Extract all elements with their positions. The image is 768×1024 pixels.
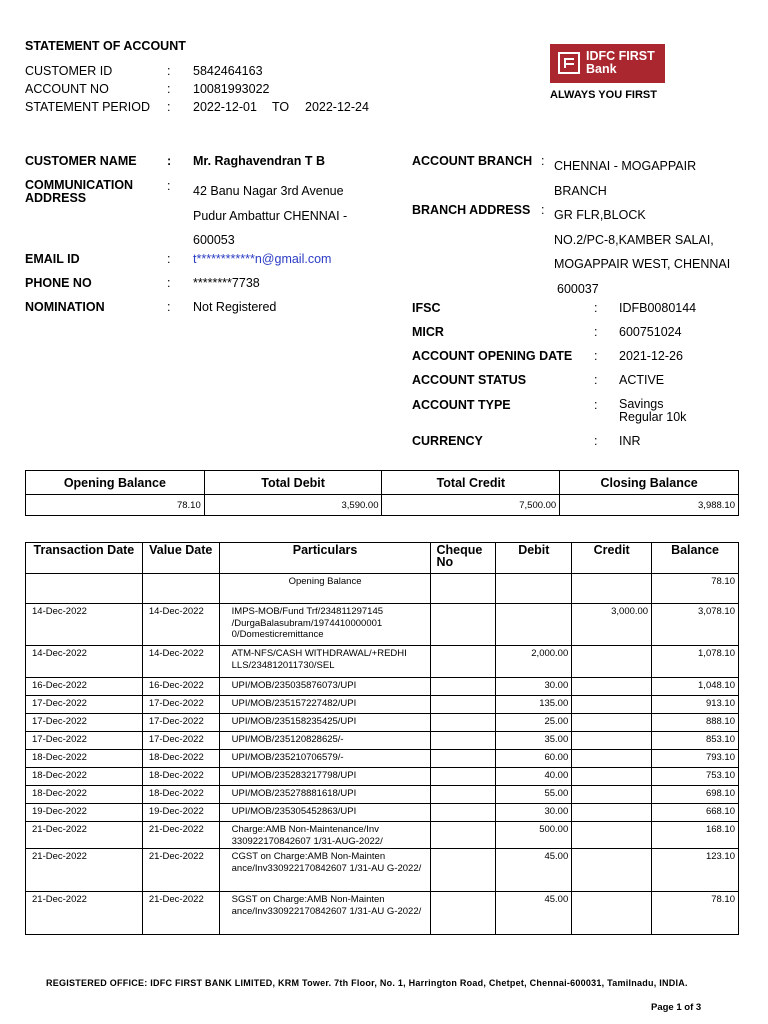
col-header-transaction-date: Transaction Date [26,543,143,574]
period-from: 2022-12-01 [193,100,257,114]
branch-address-label: BRANCH ADDRESS [412,203,531,217]
balance-cell: 753.10 [652,768,739,786]
table-row [26,714,739,732]
value-date-cell: 17-Dec-2022 [142,732,219,750]
transaction-date-cell: 17-Dec-2022 [26,696,143,714]
colon: : [167,100,171,114]
value-date-cell: 16-Dec-2022 [142,678,219,696]
debit-cell: 30.00 [496,678,572,696]
cheque-no-cell [431,604,496,646]
debit-cell: 500.00 [496,822,572,849]
col-header-particulars: Particulars [219,543,431,574]
transaction-date-cell: 18-Dec-2022 [26,768,143,786]
nomination-value: Not Registered [193,300,277,314]
particulars-cell: IMPS-MOB/Fund Trf/234811297145 /DurgaBalasubram/1974410000001 0/Domesticremittance [219,604,431,646]
debit-cell: 35.00 [496,732,572,750]
account-type-label: ACCOUNT TYPE [412,398,511,412]
table-row [26,768,739,786]
colon: : [167,82,171,96]
credit-cell [572,714,652,732]
ifsc-label: IFSC [412,301,441,315]
account-no-label: ACCOUNT NO [25,82,109,96]
bank-logo-text: IDFC FIRST Bank [586,49,655,76]
registered-office: REGISTERED OFFICE: IDFC FIRST BANK LIMITED, KRM Tower. 7th Floor, No. 1, Harrington Road, Chetpet, Chennai-600031, Tamilnadu, INDIA. [46,978,688,988]
summary-header-opening: Opening Balance [26,471,205,495]
customer-address: 42 Banu Nagar 3rd Avenue Pudur Ambattur CHENNAI - 600053 [193,184,348,247]
cheque-no-cell [431,696,496,714]
colon: : [594,301,598,315]
particulars-cell: UPI/MOB/235158235425/UPI [219,714,431,732]
transaction-date-cell: 18-Dec-2022 [26,750,143,768]
account-no-value: 10081993022 [193,82,270,96]
summary-header-closing: Closing Balance [560,471,739,495]
balance-cell: 853.10 [652,732,739,750]
cheque-no-cell [431,646,496,678]
debit-cell: 2,000.00 [496,646,572,678]
credit-cell [572,768,652,786]
table-row [26,822,739,849]
value-date-cell: 19-Dec-2022 [142,804,219,822]
colon: : [167,64,171,78]
particulars-cell: UPI/MOB/235120828625/- [219,732,431,750]
col-header-cheque-no: Cheque No [431,543,496,574]
particulars-cell: CGST on Charge:AMB Non-Mainten ance/Inv330922170842607 1/31-AU G-2022/ [219,849,431,892]
debit-cell: 55.00 [496,786,572,804]
transaction-date-cell: 16-Dec-2022 [26,678,143,696]
cheque-no-cell [431,786,496,804]
credit-cell [572,732,652,750]
transactions-table [25,542,739,935]
account-branch-value: CHENNAI - MOGAPPAIR BRANCH [554,159,697,198]
cheque-no-cell [431,714,496,732]
cheque-no-cell [431,732,496,750]
summary-opening-balance: 78.10 [26,495,205,516]
phone-label: PHONE NO [25,276,92,290]
balance-cell: 1,078.10 [652,646,739,678]
transaction-date-cell: 21-Dec-2022 [26,849,143,892]
value-date-cell: 14-Dec-2022 [142,646,219,678]
opening-balance-value: 78.10 [652,574,739,604]
cheque-no-cell [431,892,496,935]
period-to-label: TO [272,100,290,114]
bank-logo-mark-icon [558,52,580,74]
credit-cell [572,750,652,768]
summary-header-debit: Total Debit [204,471,382,495]
credit-cell [572,804,652,822]
debit-cell: 45.00 [496,849,572,892]
balance-cell: 913.10 [652,696,739,714]
value-date-cell: 17-Dec-2022 [142,714,219,732]
opening-date-value: 2021-12-26 [619,349,683,363]
debit-cell [496,604,572,646]
table-row [26,804,739,822]
currency-value: INR [619,434,641,448]
debit-cell: 60.00 [496,750,572,768]
customer-name-label: CUSTOMER NAME [25,154,137,168]
value-date-cell: 18-Dec-2022 [142,768,219,786]
table-row [26,732,739,750]
particulars-cell: UPI/MOB/235283217798/UPI [219,768,431,786]
particulars-cell: Charge:AMB Non-Maintenance/Inv 330922170842607 1/31-AUG-2022/ [219,822,431,849]
cheque-no-cell [431,804,496,822]
value-date-cell: 21-Dec-2022 [142,822,219,849]
transaction-date-cell: 21-Dec-2022 [26,892,143,935]
table-row [26,604,739,646]
ifsc-value: IDFB0080144 [619,301,697,315]
balance-cell: 3,078.10 [652,604,739,646]
cheque-no-cell [431,750,496,768]
colon: : [541,154,545,168]
col-header-debit: Debit [496,543,572,574]
table-row [26,849,739,892]
cheque-no-cell [431,849,496,892]
colon: : [167,300,171,314]
balance-cell: 78.10 [652,892,739,935]
colon: : [594,398,598,412]
colon: : [541,203,545,217]
balance-cell: 123.10 [652,849,739,892]
colon: : [594,349,598,363]
summary-header-credit: Total Credit [382,471,560,495]
transaction-date-cell: 21-Dec-2022 [26,822,143,849]
account-status-value: ACTIVE [619,373,665,387]
cheque-no-cell [431,768,496,786]
value-date-cell: 21-Dec-2022 [142,892,219,935]
credit-cell: 3,000.00 [572,604,652,646]
email-value[interactable]: t************n@gmail.com [193,252,332,266]
particulars-cell: ATM-NFS/CASH WITHDRAWAL/+REDHI LLS/234812011730/SEL [219,646,431,678]
cheque-no-cell [431,678,496,696]
summary-total-credit: 7,500.00 [382,495,560,516]
value-date-cell: 21-Dec-2022 [142,849,219,892]
colon: : [594,434,598,448]
table-row [26,696,739,714]
balance-cell: 1,048.10 [652,678,739,696]
summary-total-debit: 3,590.00 [204,495,382,516]
debit-cell: 45.00 [496,892,572,935]
colon: : [594,325,598,339]
debit-cell: 30.00 [496,804,572,822]
credit-cell [572,678,652,696]
particulars-cell: UPI/MOB/235278881618/UPI [219,786,431,804]
table-row [26,678,739,696]
col-header-balance: Balance [652,543,739,574]
colon: : [167,154,172,168]
opening-balance-label: Opening Balance [219,574,431,604]
debit-cell: 25.00 [496,714,572,732]
statement-period-label: STATEMENT PERIOD [25,100,151,114]
document-title: STATEMENT OF ACCOUNT [25,39,186,53]
particulars-cell: UPI/MOB/235035876073/UPI [219,678,431,696]
currency-label: CURRENCY [412,434,483,448]
value-date-cell: 17-Dec-2022 [142,696,219,714]
email-label: EMAIL ID [25,252,80,266]
table-row [26,646,739,678]
micr-label: MICR [412,325,444,339]
bank-tagline: ALWAYS YOU FIRST [550,89,657,101]
colon: : [167,179,171,193]
micr-value: 600751024 [619,325,682,339]
balance-cell: 698.10 [652,786,739,804]
communication-address-label: COMMUNICATION ADDRESS [25,178,134,205]
credit-cell [572,822,652,849]
opening-balance-row [26,574,739,604]
table-row [26,892,739,935]
colon: : [594,373,598,387]
transaction-date-cell: 14-Dec-2022 [26,646,143,678]
col-header-credit: Credit [572,543,652,574]
table-row [26,786,739,804]
debit-cell: 135.00 [496,696,572,714]
credit-cell [572,646,652,678]
transaction-date-cell: 18-Dec-2022 [26,786,143,804]
transaction-date-cell: 17-Dec-2022 [26,714,143,732]
credit-cell [572,892,652,935]
credit-cell [572,696,652,714]
balance-cell: 668.10 [652,804,739,822]
account-branch-label: ACCOUNT BRANCH [412,154,533,168]
colon: : [167,252,171,266]
account-status-label: ACCOUNT STATUS [412,373,527,387]
summary-closing-balance: 3,988.10 [560,495,739,516]
particulars-cell: SGST on Charge:AMB Non-Mainten ance/Inv330922170842607 1/31-AU G-2022/ [219,892,431,935]
customer-id-value: 5842464163 [193,64,263,78]
bank-logo [550,44,665,83]
colon: : [167,276,171,290]
particulars-cell: UPI/MOB/235305452863/UPI [219,804,431,822]
transaction-date-cell: 14-Dec-2022 [26,604,143,646]
balance-cell: 888.10 [652,714,739,732]
value-date-cell: 18-Dec-2022 [142,750,219,768]
account-type-value: Savings Regular 10k [619,397,687,424]
period-to: 2022-12-24 [305,100,369,114]
nomination-label: NOMINATION [25,300,105,314]
opening-date-label: ACCOUNT OPENING DATE [412,349,573,363]
particulars-cell: UPI/MOB/235210706579/- [219,750,431,768]
credit-cell [572,849,652,892]
phone-value: ********7738 [193,276,260,290]
value-date-cell: 14-Dec-2022 [142,604,219,646]
balance-cell: 168.10 [652,822,739,849]
transaction-date-cell: 19-Dec-2022 [26,804,143,822]
value-date-cell: 18-Dec-2022 [142,786,219,804]
customer-name: Mr. Raghavendran T B [193,154,325,168]
particulars-cell: UPI/MOB/235157227482/UPI [219,696,431,714]
page-number: Page 1 of 3 [651,1002,702,1013]
table-row [26,750,739,768]
balance-cell: 793.10 [652,750,739,768]
cheque-no-cell [431,822,496,849]
transaction-date-cell: 17-Dec-2022 [26,732,143,750]
credit-cell [572,786,652,804]
debit-cell: 40.00 [496,768,572,786]
summary-table [25,470,739,516]
branch-address-value: GR FLR,BLOCK NO.2/PC-8,KAMBER SALAI, MOGAPPAIR WEST, CHENNAI 600037 [554,208,731,296]
customer-id-label: CUSTOMER ID [25,64,113,78]
col-header-value-date: Value Date [142,543,219,574]
